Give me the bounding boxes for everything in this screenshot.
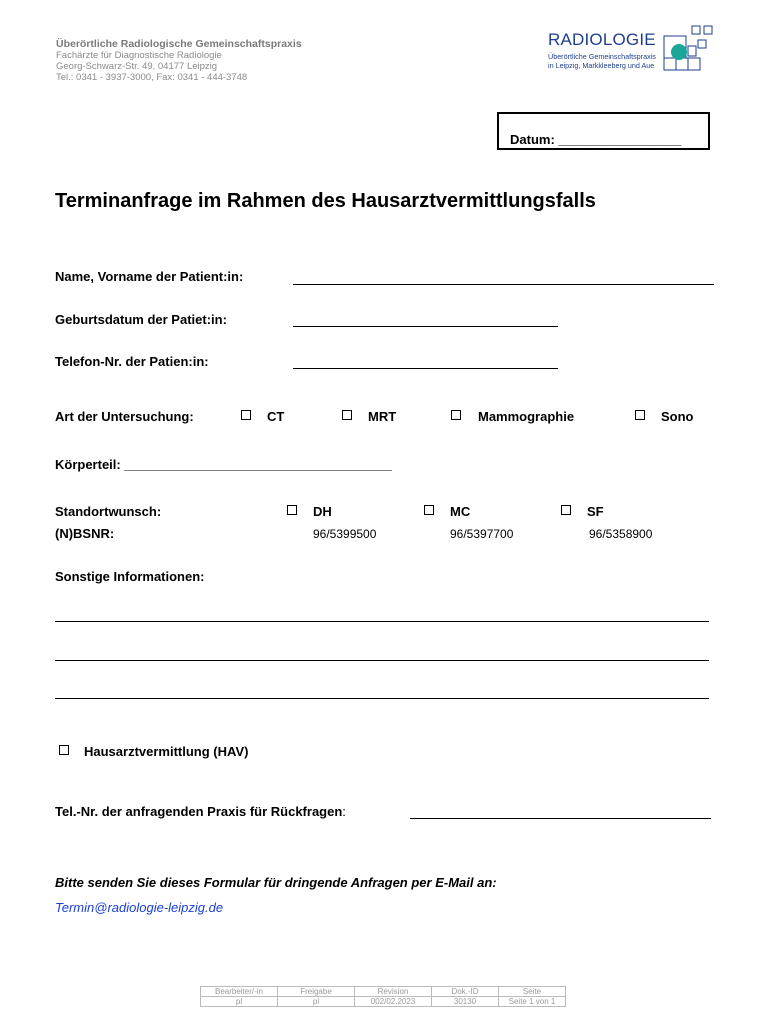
email-instruction: Bitte senden Sie dieses Formular für dringende Anfragen per E-Mail an: [55,875,497,890]
footer-header-approval: Freigabe [278,987,355,997]
mammographie-option-label: Mammographie [478,409,575,424]
callback-phone-label [55,804,346,819]
sono-option-label: Sono [661,409,694,424]
footer-value-page: Seite 1 von 1 [499,997,566,1007]
other-info-line-1[interactable] [55,621,709,622]
date-field[interactable]: Datum: _________________ [510,132,682,147]
other-info-line-2[interactable] [55,660,709,661]
sf-checkbox[interactable] [561,505,571,515]
mc-bsnr-value: 96/5397700 [450,527,514,541]
email-link[interactable]: Termin@radiologie-leipzig.de [55,900,224,915]
practice-address: Georg-Schwarz-Str. 49, 04177 Leipzig [56,61,218,72]
birthdate-label: Geburtsdatum der Patiet:in: [55,312,227,327]
patient-name-field[interactable] [293,284,714,285]
patient-phone-field[interactable] [293,368,558,369]
other-info-line-3[interactable] [55,698,709,699]
other-info-label: Sonstige Informationen: [55,569,205,584]
footer-value-approval: pl [278,997,355,1007]
logo-title: RADIOLOGIE [548,30,656,49]
dh-bsnr-value: 96/5399500 [313,527,377,541]
ct-checkbox[interactable] [241,410,251,420]
mrt-checkbox[interactable] [342,410,352,420]
hav-checkbox[interactable] [59,745,69,755]
mc-checkbox[interactable] [424,505,434,515]
dh-option-label: DH [313,504,332,519]
birthdate-field[interactable] [293,326,558,327]
location-label: Standortwunsch: [55,504,162,519]
callback-phone-colon: : [342,804,346,819]
footer-value-docid: 30130 [432,997,499,1007]
ct-option-label: CT [267,409,285,424]
patient-name-label: Name, Vorname der Patient:in: [55,269,244,284]
mc-option-label: MC [450,504,471,519]
practice-line-1: Fachärzte für Diagnostische Radiologie [56,50,222,61]
callback-phone-field[interactable] [410,818,711,819]
practice-contact: Tel.: 0341 - 3937-3000, Fax: 0341 - 444-3748 [56,72,248,83]
callback-phone-label-text: Tel.-Nr. der anfragenden Praxis für Rückfragen [55,804,343,819]
patient-phone-label: Telefon-Nr. der Patien:in: [55,354,209,369]
page-title: Terminanfrage im Rahmen des Hausarztvermittlungsfalls [55,190,596,212]
mammographie-checkbox[interactable] [451,410,461,420]
sf-option-label: SF [587,504,604,519]
footer-header-docid: Dok.-ID [432,987,499,997]
bsnr-label: (N)BSNR: [55,526,115,541]
footer-value-editor: pl [201,997,278,1007]
logo-icon [662,24,722,72]
body-part-field[interactable]: Körperteil: _____________________________________ [55,457,392,472]
document-control-table [200,986,566,1007]
sono-checkbox[interactable] [635,410,645,420]
hav-label: Hausarztvermittlung (HAV) [84,744,249,759]
sf-bsnr-value: 96/5358900 [589,527,653,541]
exam-type-label: Art der Untersuchung: [55,409,194,424]
footer-header-editor: Bearbeiter/-in [201,987,278,997]
dh-checkbox[interactable] [287,505,297,515]
footer-header-revision: Revision [355,987,432,997]
practice-name: Überörtliche Radiologische Gemeinschaftspraxis [56,38,302,50]
footer-header-page: Seite [499,987,566,997]
logo-subtitle-2: in Leipzig, Markkleeberg und Aue [548,61,655,70]
logo-subtitle-1: Überörtliche Gemeinschaftspraxis [548,52,656,61]
footer-value-revision: 002/02.2023 [355,997,432,1007]
mrt-option-label: MRT [368,409,397,424]
